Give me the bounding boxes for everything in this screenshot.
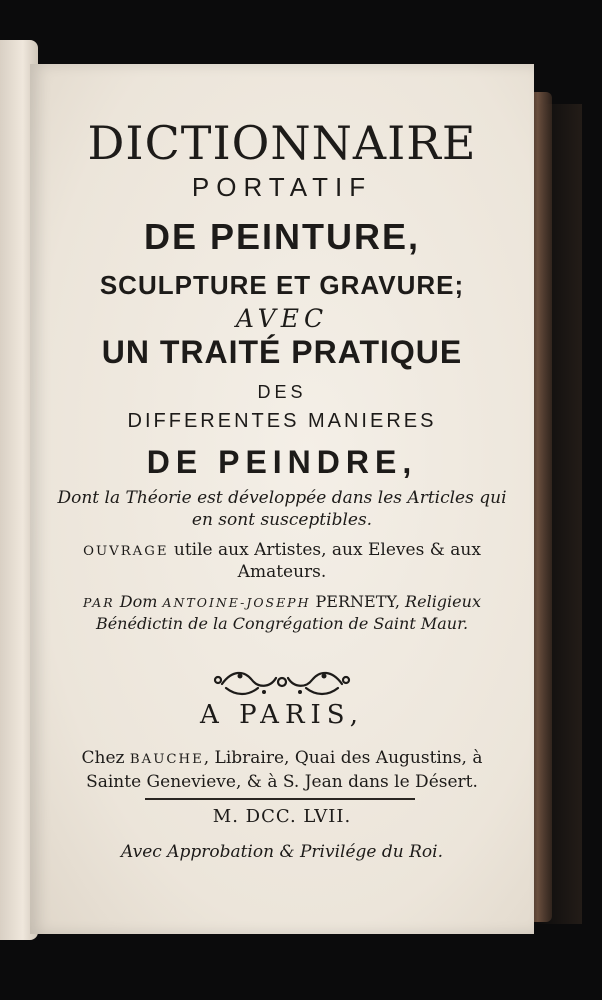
- imprint-rule: [145, 798, 415, 800]
- main-title: DICTIONNAIRE: [87, 116, 477, 170]
- subtitle-des: DES: [257, 382, 307, 402]
- page-edge-shadow: [534, 104, 582, 924]
- publisher-name: BAUCHE: [129, 752, 204, 767]
- description-line-2: en sont susceptibles.: [191, 510, 373, 530]
- publication-date: M. DCC. LVII.: [212, 806, 352, 827]
- imprint-address: , Libraire, Quai des Augustins, à: [203, 748, 483, 768]
- title-page-content: [30, 64, 534, 934]
- author-line-2: Bénédictin de la Congrégation de Saint Maur.: [95, 614, 469, 633]
- subtitle-avec: AVEC: [235, 304, 329, 333]
- author-religieux: Religieux: [399, 592, 481, 611]
- title-page: [30, 64, 534, 934]
- ouvrage-word: OUVRAGE: [83, 544, 169, 559]
- audience-line-2: Amateurs.: [237, 562, 327, 582]
- place-of-publication: A PARIS,: [200, 700, 364, 730]
- audience-text: utile aux Artistes, aux Eleves & aux: [168, 540, 481, 560]
- subtitle-sculpture: SCULPTURE ET GRAVURE;: [99, 270, 465, 300]
- subtitle-manieres: DIFFERENTES MANIERES: [127, 410, 437, 432]
- imprint-line-2: Sainte Genevieve, & à S. Jean dans le Désert.: [86, 772, 478, 792]
- subtitle-peindre: DE PEINDRE,: [146, 444, 418, 480]
- author-par: PAR: [83, 595, 115, 610]
- subtitle-peinture: DE PEINTURE,: [143, 216, 421, 257]
- description-line-1: Dont la Théorie est développée dans les Articles qui: [57, 488, 507, 508]
- author-given-names: ANTOINE-JOSEPH: [162, 595, 311, 610]
- imprint-line-1: [30, 748, 534, 768]
- subtitle-traite: UN TRAITÉ PRATIQUE: [101, 334, 463, 370]
- author-surname: PERNETY,: [310, 592, 400, 611]
- author-dom: Dom: [114, 592, 163, 611]
- floral-ornament-icon: [182, 662, 382, 702]
- author-line-1: [30, 592, 534, 611]
- imprint-chez: Chez: [81, 748, 130, 768]
- audience-line-1: [30, 540, 534, 560]
- privilege-line: Avec Approbation & Privilége du Roi.: [121, 842, 443, 862]
- subtitle-portatif: PORTATIF: [191, 172, 373, 202]
